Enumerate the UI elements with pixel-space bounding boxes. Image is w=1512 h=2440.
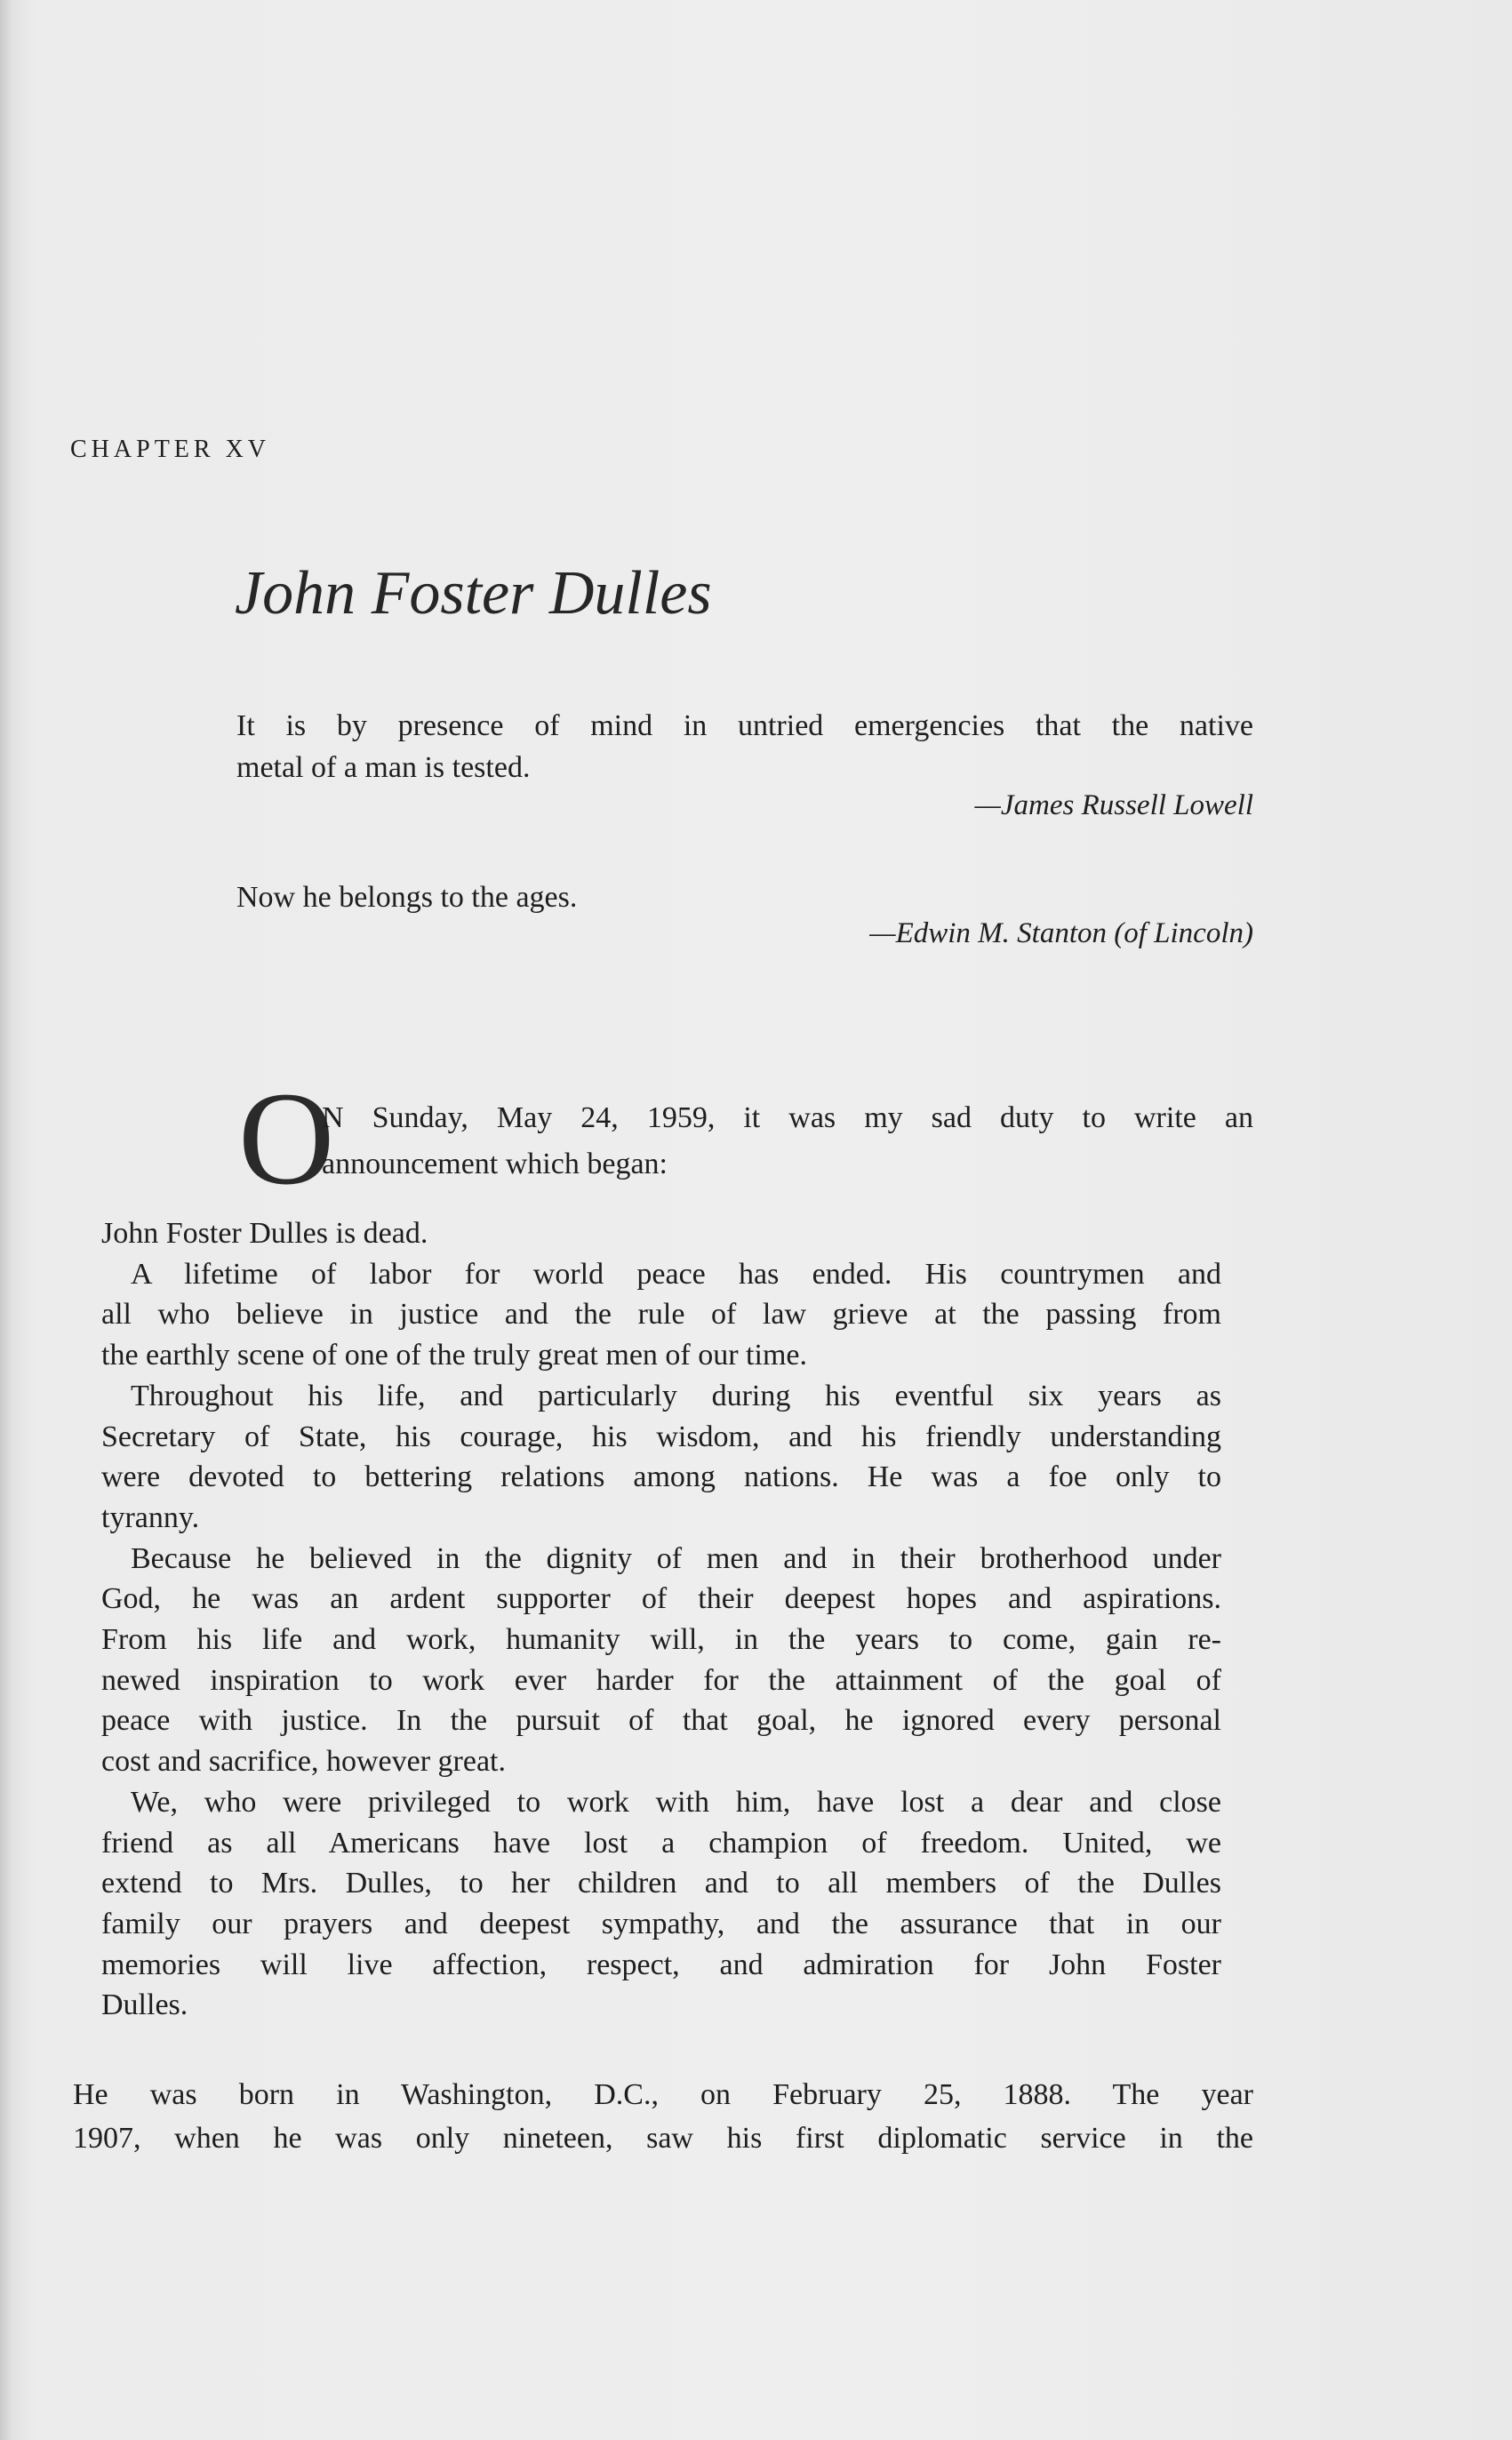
announcement-line: tyranny. — [101, 1501, 200, 1534]
announcement-line: friend as all Americans have lost a champion of freedom. United, we — [101, 1827, 1221, 1860]
opening-line: N Sunday, May 24, 1959, it was my sad duty to write an — [322, 1101, 1253, 1134]
chapter-title: John Foster Dulles — [235, 559, 712, 628]
announcement-line: God, he was an ardent supporter of their deepest hopes and aspirations. — [101, 1582, 1221, 1615]
announcement-line: all who believe in justice and the rule of law grieve at the passing from — [101, 1298, 1221, 1331]
announcement-line: the earthly scene of one of the truly great men of our time. — [101, 1339, 807, 1372]
announcement-line: cost and sacrifice, however great. — [101, 1745, 506, 1778]
announcement-line: From his life and work, humanity will, in the years to come, gain re- — [101, 1623, 1221, 1656]
announcement-line: Secretary of State, his courage, his wisdom, and his friendly understanding — [101, 1420, 1221, 1453]
announcement-line: Dulles. — [101, 1988, 188, 2021]
epigraph-attribution: —Edwin M. Stanton (of Lincoln) — [869, 917, 1253, 949]
announcement-line: peace with justice. In the pursuit of that goal, he ignored every personal — [101, 1704, 1221, 1737]
epigraph-line: metal of a man is tested. — [236, 751, 531, 784]
epigraph-line: It is by presence of mind in untried emergencies that the native — [236, 709, 1253, 742]
announcement-line: newed inspiration to work ever harder for the attainment of the goal of — [101, 1664, 1221, 1697]
announcement-line: memories will live affection, respect, and admiration for John Foster — [101, 1948, 1221, 1981]
drop-cap: O — [238, 1065, 335, 1212]
announcement-line: were devoted to bettering relations among nations. He was a foe only to — [101, 1460, 1221, 1493]
epigraph-attribution: —James Russell Lowell — [974, 789, 1253, 821]
announcement-line: extend to Mrs. Dulles, to her children and to all members of the Dulles — [101, 1867, 1221, 1900]
announcement-line: A lifetime of labor for world peace has ended. His countrymen and — [131, 1258, 1221, 1291]
announcement-line: Because he believed in the dignity of men and in their brotherhood under — [131, 1542, 1221, 1575]
closing-line: He was born in Washington, D.C., on February 25, 1888. The year — [73, 2078, 1253, 2111]
announcement-line: family our prayers and deepest sympathy, and the assurance that in our — [101, 1908, 1221, 1940]
epigraph-line: Now he belongs to the ages. — [236, 881, 578, 914]
chapter-label: CHAPTER XV — [70, 436, 271, 463]
announcement-line: We, who were privileged to work with him, have lost a dear and close — [131, 1786, 1221, 1819]
announcement-line: Throughout his life, and particularly during his eventful six years as — [131, 1380, 1221, 1412]
closing-line: 1907, when he was only nineteen, saw his first diplomatic service in the — [73, 2122, 1253, 2155]
opening-line: announcement which began: — [322, 1148, 668, 1180]
announcement-line: John Foster Dulles is dead. — [101, 1217, 428, 1250]
